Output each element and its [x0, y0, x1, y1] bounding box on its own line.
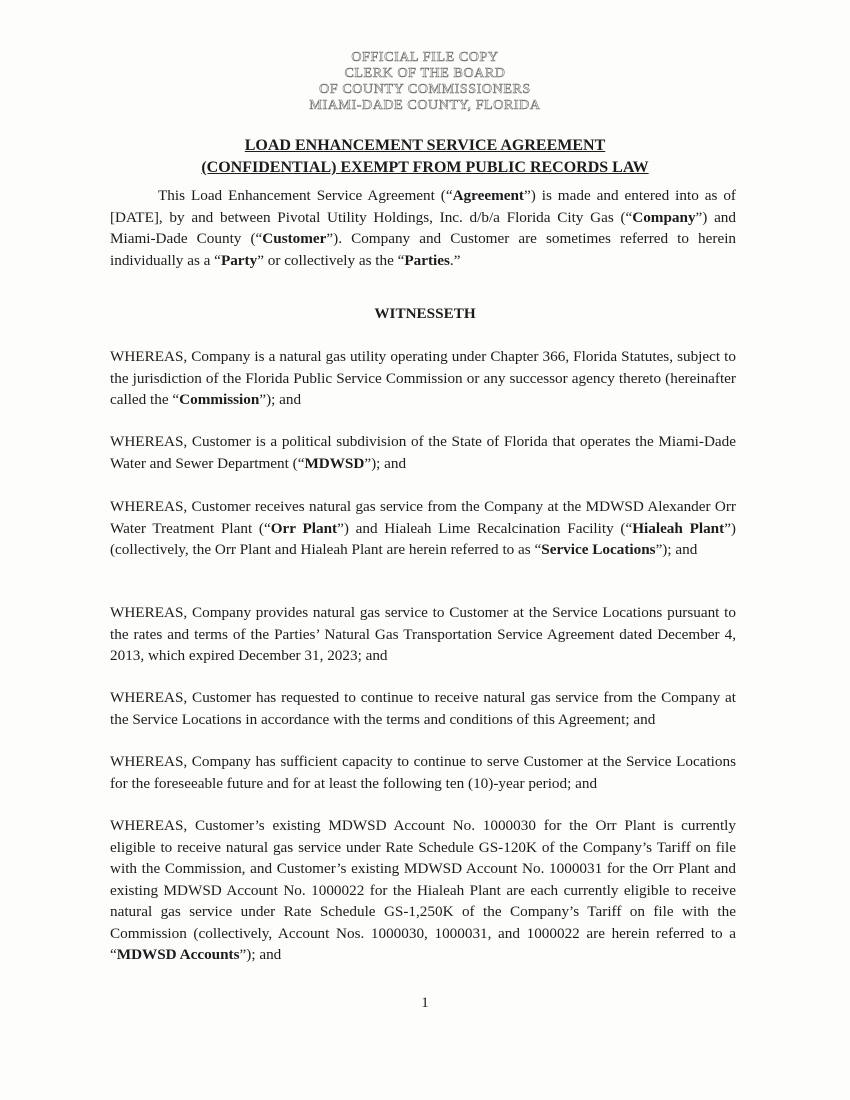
defined-term: Commission [179, 391, 260, 408]
whereas-paragraph-7: WHEREAS, Customer’s existing MDWSD Account No. 1000030 for the Orr Plant is currently eligible to receive natural gas service under Rate Schedule GS-120K of the Company’s Tariff on file with the Commission, and Customer’s existing MDWSD Account No. 1000031 for the Orr Plant and existing MDWSD Account No. 1000022 for the Hialeah Plant are each currently eligible to receive natural gas service under Rate Schedule GS-1,250K of the Company’s Tariff on file with the Commission (collectively, Account Nos. 1000030, 1000031, and 1000022 are herein referred to a “MDWSD Accounts”); and [110, 817, 736, 963]
whereas-paragraph-1: WHEREAS, Company is a natural gas utility operating under Chapter 366, Florida Statutes, subject to the jurisdiction of the Florida Public Service Commission or any successor agency thereto (hereinafter called the “Commission”); and [110, 348, 736, 408]
whereas-paragraph-3: WHEREAS, Customer receives natural gas service from the Company at the MDWSD Alexander Orr Water Treatment Plant (“Orr Plant”) and Hialeah Lime Recalcination Facility (“Hialeah Plant”) (collectively, the Orr Plant and Hialeah Plant are herein referred to as “Service Locations”); and [110, 498, 736, 558]
defined-term: Party [220, 251, 258, 269]
defined-term: Company [632, 208, 696, 226]
stamp-line: OF COUNTY COMMISSIONERS [319, 82, 531, 97]
page-number: 1 [421, 995, 429, 1011]
whereas-paragraph-5: WHEREAS, Customer has requested to continue to receive natural gas service from the Company at the Service Locations in accordance with the terms and conditions of this Agreement; and [110, 689, 736, 728]
witnesseth-heading: WITNESSETH [374, 305, 476, 322]
defined-term: Agreement [452, 187, 524, 204]
stamp-line: OFFICIAL FILE COPY [351, 50, 499, 65]
defined-term: Service Locations [541, 541, 656, 558]
defined-term: Customer [262, 230, 327, 247]
stamp-line: MIAMI-DADE COUNTY, FLORIDA [309, 98, 541, 113]
title-line-2: (CONFIDENTIAL) EXEMPT FROM PUBLIC RECORDS LAW [201, 159, 649, 176]
defined-term: Parties [404, 251, 450, 269]
intro-paragraph: This Load Enhancement Service Agreement (“Agreement”) is made and entered into as of [DATE], by and between Pivotal Utility Holdings, Inc. d/b/a Florida City Gas (“Company”) and Miami-Dade County (“Customer”). Company and Customer are sometimes referred to herein individually as a “Party” or collectively as the “Parties.” [110, 187, 737, 269]
defined-term: MDWSD [304, 454, 365, 472]
stamp-line: CLERK OF THE BOARD [344, 66, 506, 81]
document-title [0, 135, 850, 179]
whereas-paragraph-2: WHEREAS, Customer is a political subdivision of the State of Florida that operates the Miami-Dade Water and Sewer Department (“MDWSD”); and [110, 433, 736, 472]
title-line-1: LOAD ENHANCEMENT SERVICE AGREEMENT [244, 137, 606, 154]
official-file-copy-stamp [0, 50, 850, 114]
defined-term: MDWSD Accounts [116, 946, 240, 963]
defined-term: Orr Plant [270, 519, 338, 537]
defined-term: Hialeah Plant [632, 519, 725, 537]
whereas-paragraph-6: WHEREAS, Company has sufficient capacity to continue to serve Customer at the Service Locations for the foreseeable future and for at least the following ten (10)-year period; and [110, 753, 736, 792]
whereas-paragraph-4: WHEREAS, Company provides natural gas service to Customer at the Service Locations pursuant to the rates and terms of the Parties’ Natural Gas Transportation Service Agreement dated December 4, 2013, which expired December 31, 2023; and [110, 604, 736, 664]
